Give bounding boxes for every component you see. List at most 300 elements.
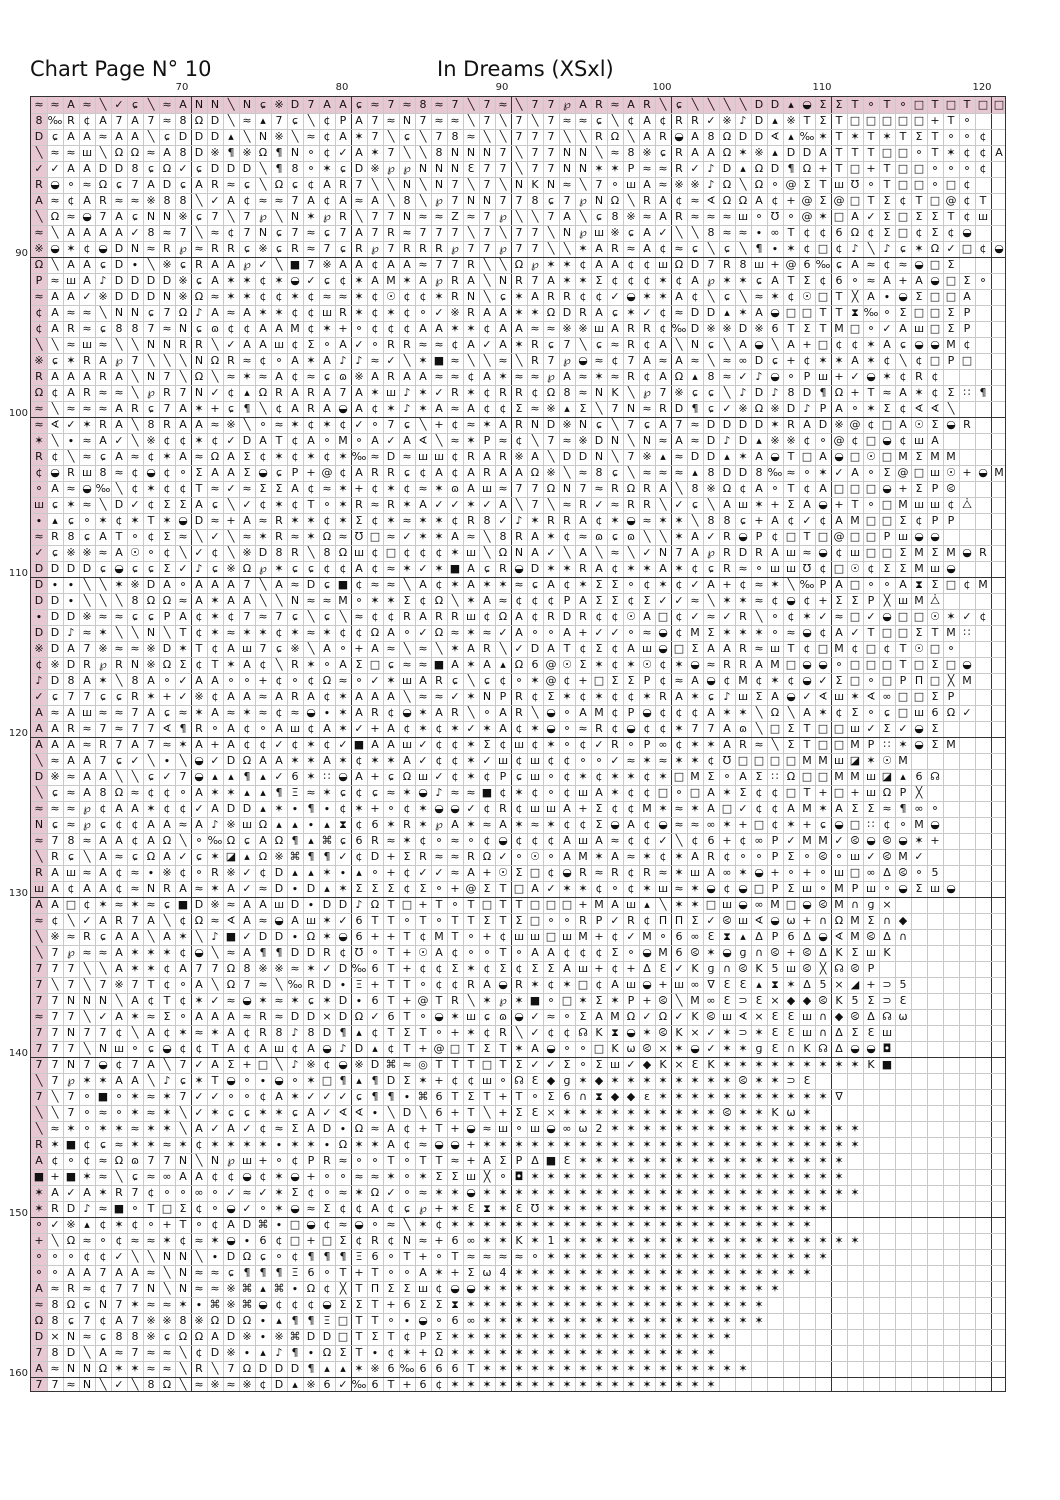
stitch-symbol: ╲ [495, 257, 511, 273]
stitch-symbol: ≈ [639, 513, 655, 529]
stitch-symbol: ✶ [591, 1233, 607, 1249]
stitch-symbol: Ω [47, 209, 63, 225]
stitch-symbol: □ [879, 545, 895, 561]
stitch-symbol: Σ [447, 961, 463, 977]
stitch-symbol: ≈ [255, 977, 271, 993]
stitch-symbol: Ω [207, 353, 223, 369]
stitch-symbol: 7 [47, 993, 63, 1009]
stitch-symbol: ℘ [79, 817, 95, 833]
stitch-symbol: A [303, 433, 319, 449]
stitch-symbol: ℘ [431, 273, 447, 289]
stitch-symbol: 7 [159, 401, 175, 417]
stitch-symbol: ⚬ [63, 1153, 79, 1169]
stitch-symbol: ℘ [527, 257, 543, 273]
stitch-symbol: ✶ [799, 1249, 815, 1265]
stitch-symbol: T [415, 1153, 431, 1169]
stitch-symbol: D [175, 129, 191, 145]
stitch-symbol: ╲ [863, 241, 879, 257]
stitch-symbol: T [847, 97, 863, 113]
stitch-symbol: ш [815, 369, 831, 385]
stitch-symbol: ≈ [367, 577, 383, 593]
stitch-symbol: □ [895, 145, 911, 161]
stitch-symbol: ⚬ [335, 1169, 351, 1185]
stitch-symbol: A [367, 689, 383, 705]
stitch-symbol: ╲ [255, 593, 271, 609]
stitch-symbol: ɕ [591, 337, 607, 353]
stitch-symbol: 7 [175, 225, 191, 241]
stitch-symbol: ☊ [815, 1041, 831, 1057]
stitch-symbol: ╲ [159, 913, 175, 929]
stitch-symbol: 7 [143, 1153, 159, 1169]
stitch-symbol: ɕ [111, 753, 127, 769]
stitch-symbol: ℘ [559, 97, 575, 113]
stitch-symbol: R [719, 657, 735, 673]
stitch-symbol: 8 [63, 673, 79, 689]
stitch-symbol: ɕ [47, 545, 63, 561]
stitch-symbol: ш [287, 721, 303, 737]
stitch-symbol: A [191, 593, 207, 609]
stitch-symbol: ╲ [511, 161, 527, 177]
stitch-symbol: ▴ [255, 1345, 271, 1361]
stitch-symbol: ✶ [687, 1281, 703, 1297]
stitch-symbol: P [943, 689, 959, 705]
stitch-symbol: ⚬ [431, 833, 447, 849]
stitch-symbol: ✶ [783, 1233, 799, 1249]
stitch-symbol: 7 [47, 961, 63, 977]
stitch-symbol: Ω [143, 849, 159, 865]
stitch-symbol: ╲ [175, 1345, 191, 1361]
stitch-symbol: ✶ [655, 513, 671, 529]
stitch-symbol: ✶ [687, 1249, 703, 1265]
stitch-symbol: ✶ [879, 129, 895, 145]
stitch-symbol: ✶ [303, 657, 319, 673]
stitch-symbol: ≈ [431, 689, 447, 705]
stitch-symbol: ✶ [607, 1201, 623, 1217]
stitch-symbol: ¢ [783, 673, 799, 689]
stitch-symbol: ✶ [495, 369, 511, 385]
stitch-symbol: ◒ [783, 689, 799, 705]
stitch-symbol: N [31, 817, 47, 833]
chart-row [31, 273, 1006, 289]
stitch-symbol: Σ [927, 545, 943, 561]
stitch-symbol: ¢ [367, 561, 383, 577]
stitch-symbol: ◒ [351, 1217, 367, 1233]
stitch-symbol: ♪ [879, 241, 895, 257]
stitch-symbol: ◒ [799, 673, 815, 689]
stitch-symbol: D [255, 929, 271, 945]
stitch-symbol: ɕ [175, 1073, 191, 1089]
stitch-symbol: ◒ [575, 353, 591, 369]
stitch-symbol: 7 [175, 769, 191, 785]
stitch-symbol: 7 [447, 225, 463, 241]
stitch-symbol: ¢ [303, 177, 319, 193]
stitch-symbol: ✶ [735, 449, 751, 465]
stitch-symbol: ш [463, 545, 479, 561]
stitch-symbol: ¢ [447, 465, 463, 481]
stitch-symbol: N [159, 209, 175, 225]
stitch-symbol: R [735, 737, 751, 753]
stitch-symbol: ✶ [735, 1281, 751, 1297]
stitch-symbol: ■ [335, 577, 351, 593]
stitch-symbol: ⚬ [191, 865, 207, 881]
stitch-symbol: 7 [31, 961, 47, 977]
stitch-symbol: ¢ [607, 609, 623, 625]
stitch-symbol: ◒ [95, 1057, 111, 1073]
chart-row [31, 1025, 1006, 1041]
stitch-symbol: 7 [511, 225, 527, 241]
stitch-symbol: A [543, 945, 559, 961]
stitch-symbol: ɕ [207, 561, 223, 577]
stitch-symbol: ※ [575, 321, 591, 337]
stitch-symbol: A [591, 833, 607, 849]
stitch-symbol: D [287, 97, 303, 113]
stitch-symbol: ɕ [335, 241, 351, 257]
stitch-symbol: ℘ [255, 209, 271, 225]
stitch-symbol: ✶ [463, 497, 479, 513]
chart-row [31, 673, 1006, 689]
stitch-symbol: ¢ [415, 289, 431, 305]
stitch-symbol: A [31, 705, 47, 721]
stitch-symbol: M [911, 545, 927, 561]
stitch-symbol: × [47, 1329, 63, 1345]
stitch-symbol: ш [575, 833, 591, 849]
stitch-symbol: P [335, 113, 351, 129]
stitch-symbol: ※ [95, 289, 111, 305]
stitch-symbol: ≈ [655, 753, 671, 769]
stitch-symbol: ◒ [47, 177, 63, 193]
stitch-symbol: ɕ [767, 353, 783, 369]
stitch-symbol: T [447, 1249, 463, 1265]
stitch-symbol: ≈ [31, 1009, 47, 1025]
stitch-symbol: Σ [495, 961, 511, 977]
stitch-symbol: □ [911, 97, 927, 113]
stitch-symbol: ✶ [495, 1345, 511, 1361]
stitch-symbol: ≈ [655, 465, 671, 481]
stitch-symbol: D [591, 433, 607, 449]
stitch-symbol: 8 [719, 513, 735, 529]
stitch-symbol: ≈ [31, 1297, 47, 1313]
stitch-symbol: □ [895, 225, 911, 241]
stitch-symbol: ✶ [303, 513, 319, 529]
stitch-symbol: A [703, 705, 719, 721]
stitch-symbol: A [319, 721, 335, 737]
stitch-symbol: ✶ [543, 817, 559, 833]
stitch-symbol: ✶ [479, 577, 495, 593]
stitch-symbol: ╲ [31, 753, 47, 769]
stitch-symbol: ⚬ [351, 1153, 367, 1169]
stitch-symbol: ☉ [639, 657, 655, 673]
stitch-symbol: ¢ [527, 609, 543, 625]
stitch-symbol: ✶ [159, 1233, 175, 1249]
stitch-symbol: A [607, 257, 623, 273]
stitch-symbol: A [191, 673, 207, 689]
stitch-symbol: D [207, 113, 223, 129]
stitch-symbol: 6 [383, 1361, 399, 1377]
stitch-symbol: ¢ [639, 369, 655, 385]
stitch-symbol: ≈ [415, 657, 431, 673]
stitch-symbol: A [559, 801, 575, 817]
stitch-symbol: ¢ [543, 753, 559, 769]
stitch-symbol: ¢ [767, 801, 783, 817]
stitch-symbol: ≈ [751, 593, 767, 609]
stitch-symbol: □ [815, 337, 831, 353]
stitch-symbol: Ω [671, 257, 687, 273]
stitch-symbol: ✓ [335, 1089, 351, 1105]
stitch-symbol: M [799, 833, 815, 849]
stitch-symbol: ✶ [719, 1201, 735, 1217]
stitch-symbol: ¢ [799, 481, 815, 497]
stitch-symbol: ⚬ [367, 865, 383, 881]
stitch-symbol: ≈ [703, 209, 719, 225]
stitch-symbol: 6 [671, 929, 687, 945]
stitch-symbol: ¢ [271, 1233, 287, 1249]
stitch-symbol: ✶ [143, 689, 159, 705]
grid-line [31, 433, 1006, 434]
stitch-symbol: ✶ [479, 1185, 495, 1201]
stitch-symbol: ✓ [319, 1105, 335, 1121]
stitch-symbol: ✶ [511, 1345, 527, 1361]
stitch-symbol: ╲ [367, 177, 383, 193]
stitch-symbol: ◒ [191, 769, 207, 785]
stitch-symbol: ※ [543, 401, 559, 417]
stitch-symbol: ※ [511, 449, 527, 465]
stitch-symbol: ※ [255, 241, 271, 257]
stitch-symbol: 7 [31, 1057, 47, 1073]
stitch-symbol: N [111, 305, 127, 321]
stitch-symbol: ◒ [271, 913, 287, 929]
stitch-symbol: ¢ [351, 1201, 367, 1217]
stitch-symbol: ≈ [335, 673, 351, 689]
stitch-symbol: ≈ [463, 129, 479, 145]
stitch-symbol: ⚬ [111, 1105, 127, 1121]
stitch-symbol: ╲ [751, 705, 767, 721]
stitch-symbol: ✶ [783, 817, 799, 833]
stitch-symbol: ╲ [623, 129, 639, 145]
stitch-symbol: Σ [591, 817, 607, 833]
stitch-symbol: A [463, 865, 479, 881]
stitch-symbol: ✶ [607, 1265, 623, 1281]
stitch-symbol: ш [863, 881, 879, 897]
stitch-symbol: A [495, 705, 511, 721]
stitch-symbol: ¢ [783, 513, 799, 529]
stitch-symbol: R [95, 737, 111, 753]
stitch-symbol: ╲ [575, 337, 591, 353]
stitch-symbol: ✶ [511, 785, 527, 801]
grid-line [879, 97, 880, 1392]
stitch-symbol: □ [479, 1057, 495, 1073]
stitch-symbol: Σ [927, 417, 943, 433]
stitch-symbol: ♪ [351, 897, 367, 913]
stitch-symbol: 7 [495, 145, 511, 161]
stitch-symbol: □ [863, 481, 879, 497]
stitch-symbol: ≈ [463, 1249, 479, 1265]
stitch-symbol: Ω [191, 1329, 207, 1345]
stitch-symbol: Σ [943, 321, 959, 337]
stitch-symbol: ✶ [303, 769, 319, 785]
stitch-symbol: ✶ [575, 1137, 591, 1153]
stitch-symbol: D [399, 1105, 415, 1121]
stitch-symbol: ※ [143, 657, 159, 673]
stitch-symbol: ¢ [815, 561, 831, 577]
grid-line [31, 833, 1006, 834]
stitch-symbol: ✶ [799, 1201, 815, 1217]
stitch-symbol: ╲ [655, 529, 671, 545]
stitch-symbol: A [111, 417, 127, 433]
stitch-symbol: Σ [527, 961, 543, 977]
stitch-symbol: A [95, 433, 111, 449]
stitch-symbol: ✶ [799, 609, 815, 625]
stitch-symbol: ✶ [287, 625, 303, 641]
stitch-symbol: ≈ [63, 209, 79, 225]
stitch-symbol: ✶ [719, 785, 735, 801]
stitch-symbol: N [639, 433, 655, 449]
stitch-symbol: ɕ [47, 785, 63, 801]
stitch-symbol: Ω [735, 193, 751, 209]
stitch-symbol: Ω [223, 977, 239, 993]
stitch-symbol: □ [879, 657, 895, 673]
stitch-symbol: A [207, 673, 223, 689]
stitch-symbol: ◒ [911, 529, 927, 545]
stitch-symbol: A [111, 449, 127, 465]
grid-line [31, 225, 1006, 226]
stitch-symbol: ╳ [879, 593, 895, 609]
stitch-symbol: ╲ [527, 209, 543, 225]
stitch-symbol: □ [815, 529, 831, 545]
stitch-symbol: A [543, 641, 559, 657]
stitch-symbol: A [767, 513, 783, 529]
stitch-symbol: ≈ [79, 321, 95, 337]
stitch-symbol: ≈ [575, 369, 591, 385]
stitch-symbol: A [127, 1073, 143, 1089]
stitch-symbol: ✶ [575, 1217, 591, 1233]
stitch-symbol: 6 [303, 1265, 319, 1281]
stitch-symbol: ‰ [287, 977, 303, 993]
stitch-symbol: ≈ [383, 641, 399, 657]
stitch-symbol: ☉ [527, 849, 543, 865]
stitch-symbol: ш [527, 769, 543, 785]
stitch-symbol: A [639, 353, 655, 369]
stitch-symbol: M [335, 433, 351, 449]
stitch-symbol: ◒ [943, 561, 959, 577]
stitch-symbol: ш [463, 1009, 479, 1025]
stitch-symbol: ∙ [303, 1345, 319, 1361]
stitch-symbol: Ɛ [799, 1073, 815, 1089]
stitch-symbol: A [303, 689, 319, 705]
stitch-symbol: Ω [543, 481, 559, 497]
stitch-symbol: ɕ [703, 401, 719, 417]
stitch-symbol: ✶ [447, 1329, 463, 1345]
grid-line [31, 401, 1006, 402]
stitch-symbol: T [463, 1361, 479, 1377]
stitch-symbol: 6 [287, 769, 303, 785]
grid-line [31, 289, 1006, 290]
stitch-symbol: ≈ [79, 177, 95, 193]
stitch-symbol: 7 [47, 945, 63, 961]
stitch-symbol: ◒ [271, 1073, 287, 1089]
stitch-symbol: 7 [543, 145, 559, 161]
grid-line [31, 593, 1006, 594]
stitch-symbol: 7 [527, 225, 543, 241]
stitch-symbol: 7 [191, 961, 207, 977]
stitch-symbol: ✶ [511, 1281, 527, 1297]
stitch-symbol: ⚬ [415, 305, 431, 321]
stitch-symbol: P [767, 833, 783, 849]
stitch-symbol: ≈ [479, 625, 495, 641]
stitch-symbol: ✶ [447, 1345, 463, 1361]
stitch-symbol: + [367, 721, 383, 737]
stitch-symbol: ✶ [607, 1105, 623, 1121]
stitch-symbol: ✶ [703, 1297, 719, 1313]
stitch-symbol: ⌘ [239, 1281, 255, 1297]
chart-row [31, 449, 1006, 465]
stitch-symbol: + [351, 641, 367, 657]
stitch-symbol: ╲ [591, 401, 607, 417]
stitch-symbol: ⚬ [719, 769, 735, 785]
stitch-symbol: ⚬ [751, 849, 767, 865]
stitch-symbol: ◒ [607, 817, 623, 833]
stitch-symbol: T [927, 129, 943, 145]
stitch-symbol: ≈ [223, 1377, 239, 1392]
stitch-symbol: □ [735, 753, 751, 769]
stitch-symbol: ⚬ [255, 721, 271, 737]
stitch-symbol: ɕ [607, 465, 623, 481]
grid-line [31, 1041, 1006, 1042]
stitch-symbol: A [79, 273, 95, 289]
stitch-symbol: ¢ [79, 1137, 95, 1153]
stitch-symbol: ✶ [527, 1297, 543, 1313]
stitch-symbol: D [559, 449, 575, 465]
stitch-symbol: ✶ [639, 1297, 655, 1313]
stitch-symbol: ✶ [751, 625, 767, 641]
stitch-symbol: ⚬ [575, 753, 591, 769]
stitch-symbol: ¢ [607, 705, 623, 721]
stitch-symbol: Σ [831, 673, 847, 689]
stitch-symbol: ∙ [127, 257, 143, 273]
stitch-symbol: ⚬ [271, 1249, 287, 1265]
stitch-symbol: □ [831, 561, 847, 577]
stitch-symbol: ▴ [239, 385, 255, 401]
stitch-symbol: ∞ [911, 801, 927, 817]
stitch-symbol: ш [399, 737, 415, 753]
stitch-symbol: M [959, 673, 975, 689]
stitch-symbol: M [847, 737, 863, 753]
stitch-symbol: ✶ [719, 1137, 735, 1153]
stitch-symbol: ≈ [95, 385, 111, 401]
stitch-symbol: ≈ [47, 1281, 63, 1297]
stitch-symbol: Σ [383, 1281, 399, 1297]
stitch-symbol: 6 [831, 273, 847, 289]
chart-row [31, 817, 1006, 833]
stitch-symbol: ≈ [447, 849, 463, 865]
stitch-symbol: ¢ [527, 737, 543, 753]
stitch-symbol: ш [911, 321, 927, 337]
stitch-symbol: 7 [687, 721, 703, 737]
stitch-symbol: 8 [95, 785, 111, 801]
stitch-symbol: ¢ [31, 465, 47, 481]
stitch-symbol: ≈ [383, 113, 399, 129]
grid-line [31, 1361, 1006, 1362]
stitch-symbol: ‰ [815, 257, 831, 273]
chart-row [31, 161, 1006, 177]
stitch-symbol: 7 [431, 129, 447, 145]
stitch-symbol: ⚬ [495, 1169, 511, 1185]
stitch-symbol: ≈ [63, 817, 79, 833]
stitch-symbol: 8 [111, 1329, 127, 1345]
stitch-symbol: D [127, 273, 143, 289]
stitch-symbol: ╲ [271, 977, 287, 993]
stitch-symbol: + [575, 673, 591, 689]
chart-row [31, 641, 1006, 657]
